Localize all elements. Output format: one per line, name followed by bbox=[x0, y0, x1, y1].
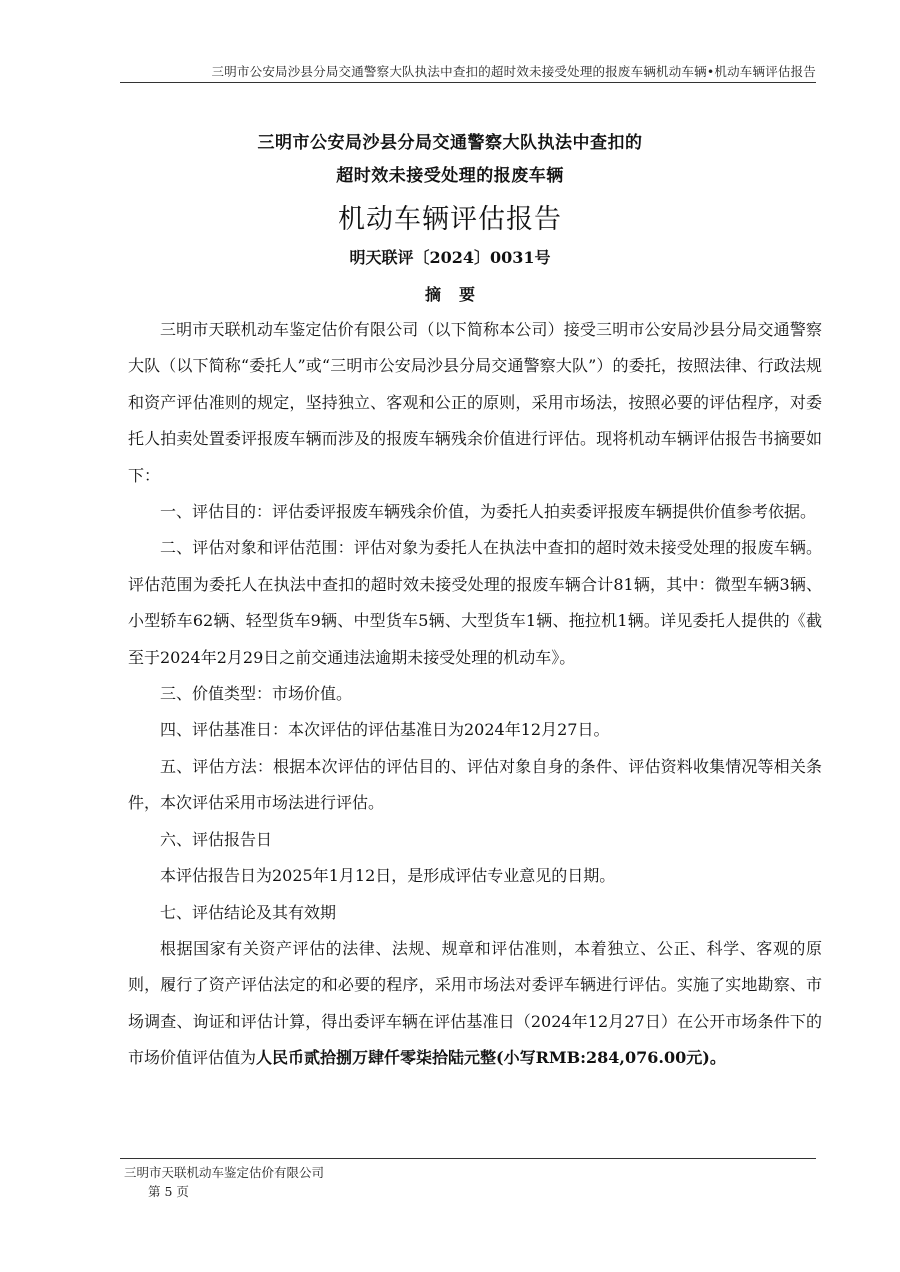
title-line-1: 三明市公安局沙县分局交通警察大队执法中查扣的 bbox=[257, 133, 643, 153]
paragraph-report-date-heading: 六、评估报告日 bbox=[160, 829, 273, 849]
main-title: 机动车辆评估报告 bbox=[338, 204, 562, 235]
page-number: 第 5 页 bbox=[148, 1184, 189, 1199]
document-number: 明天联评〔2024〕0031号 bbox=[349, 248, 551, 267]
paragraph-base-date: 四、评估基准日：本次评估的评估基准日为2024年12月27日。 bbox=[160, 720, 610, 740]
paragraph-purpose: 一、评估目的：评估委评报废车辆残余价值，为委托人拍卖委评报废车辆提供价值参考依据。 bbox=[160, 502, 817, 522]
paragraph-conclusion-heading: 七、评估结论及其有效期 bbox=[160, 902, 337, 922]
footer-company: 三明市天联机动车鉴定估价有限公司 bbox=[124, 1165, 325, 1180]
paragraph-method: 五、评估方法：根据本次评估的评估目的、评估对象自身的条件、评估资料收集情况等相关条件，本次评估采用市场法进行评估。 bbox=[128, 756, 822, 813]
conclusion-period: 。 bbox=[709, 1048, 726, 1068]
section-heading: 摘要 bbox=[424, 285, 493, 304]
paragraph-scope: 二、评估对象和评估范围：评估对象为委托人在执法中查扣的超时效未接受处理的报废车辆。评估范围为委托人在执法中查扣的超时效未接受处理的报废车辆合计81辆，其中：微型车辆3辆、小型轿车62辆、轻型货车9辆、中型货车5辆、大型货车1辆、拖拉机1辆。详见委托人提供的《截至于2024年2月29日之前交通违法逾期未接受处理的机动车》。 bbox=[128, 538, 822, 667]
paragraph-conclusion bbox=[128, 931, 822, 1077]
conclusion-text: 根据国家有关资产评估的法律、法规、规章和评估准则，本着独立、公正、科学、客观的原则，履行了资产评估法定的和必要的程序，采用市场法对委评车辆进行评估。实施了实地勘察、市场调查、询证和评估计算，得出委评车辆在评估基准日（2024年12月27日）在公开市场条件下的市场价值评估值为 bbox=[128, 938, 822, 1068]
footer-divider bbox=[120, 1158, 816, 1159]
paragraph-value-type: 三、价值类型：市场价值。 bbox=[160, 684, 353, 704]
document-body bbox=[128, 312, 822, 1077]
paragraph-report-date: 本评估报告日为2025年1月12日，是形成评估专业意见的日期。 bbox=[160, 866, 616, 886]
valuation-amount: 人民币贰拾捌万肆仟零柒拾陆元整(小写RMB:284,076.00元) bbox=[256, 1048, 710, 1068]
paragraph-intro: 三明市天联机动车鉴定估价有限公司（以下简称本公司）接受三明市公安局沙县分局交通警察大队（以下简称“委托人”或“三明市公安局沙县分局交通警察大队”）的委托，按照法律、行政法规和资产评估准则的规定，坚持独立、客观和公正的原则，采用市场法，按照必要的评估程序，对委托人拍卖处置委评报废车辆而涉及的报废车辆残余价值进行评估。现将机动车辆评估报告书摘要如下： bbox=[128, 320, 822, 485]
header-divider bbox=[120, 82, 816, 83]
title-line-2: 超时效未接受处理的报废车辆 bbox=[336, 166, 564, 186]
running-header: 三明市公安局沙县分局交通警察大队执法中查扣的超时效未接受处理的报废车辆机动车辆•机动车辆评估报告 bbox=[211, 64, 816, 79]
